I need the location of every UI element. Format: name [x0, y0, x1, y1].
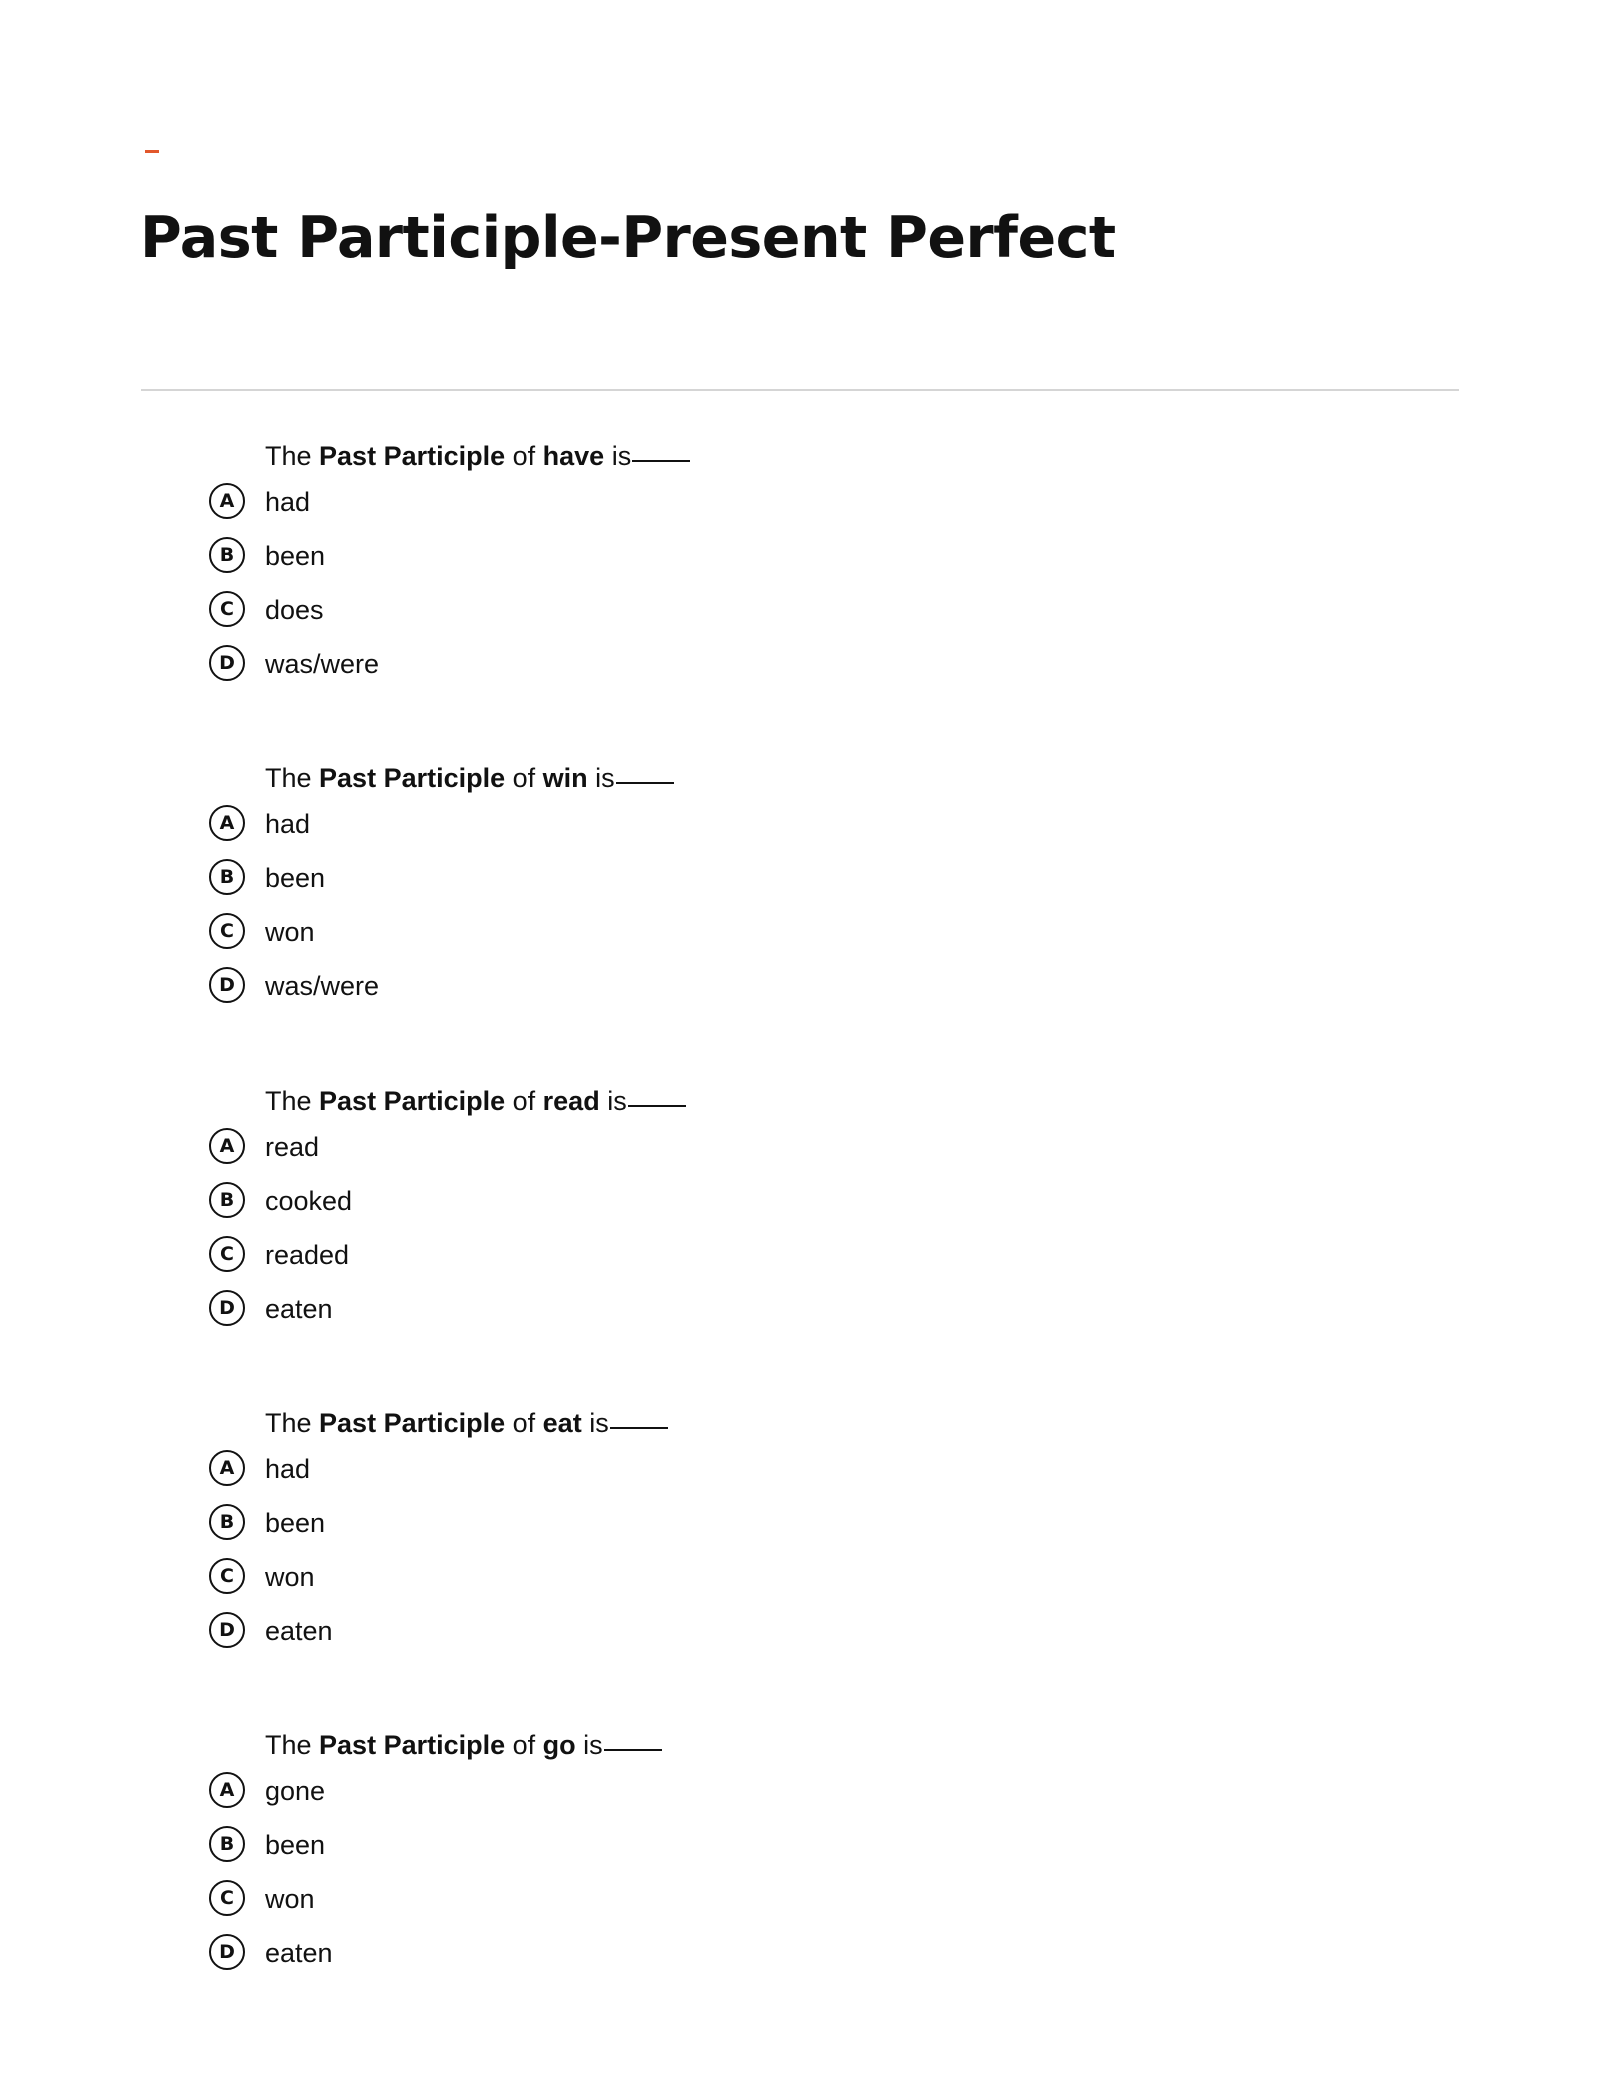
- question-term: Past Participle: [319, 763, 506, 793]
- option-text: been: [265, 1830, 326, 1860]
- option-letter-circle: B: [209, 1826, 245, 1862]
- option-letter-circle: C: [209, 1558, 245, 1594]
- option-text: eaten: [265, 1616, 333, 1646]
- question-verb: go: [542, 1730, 576, 1760]
- question-suffix: is: [581, 1408, 609, 1438]
- question-prefix: The: [265, 1730, 320, 1760]
- question-middle: of: [505, 1730, 543, 1760]
- option-b[interactable]: [208, 1503, 808, 1545]
- question-middle: of: [505, 1086, 543, 1116]
- question-prefix: The: [265, 1408, 320, 1438]
- option-d[interactable]: [208, 644, 808, 686]
- question-text: [265, 756, 674, 800]
- question-prefix: The: [265, 763, 320, 793]
- question-suffix: is: [604, 441, 632, 471]
- question-term: Past Participle: [319, 1730, 506, 1760]
- option-d[interactable]: [208, 966, 808, 1008]
- answer-blank: [604, 1749, 662, 1751]
- option-c[interactable]: [208, 1235, 808, 1277]
- option-text: cooked: [265, 1186, 353, 1216]
- option-letter-circle: A: [209, 805, 245, 841]
- option-letter-circle: C: [209, 1236, 245, 1272]
- question-prefix: The: [265, 1086, 320, 1116]
- question-term: Past Participle: [319, 1408, 506, 1438]
- question-text: [265, 434, 690, 478]
- option-letter-circle: B: [209, 537, 245, 573]
- option-text: had: [265, 487, 311, 517]
- question-heading: [0, 434, 1000, 478]
- option-letter-circle: C: [209, 1880, 245, 1916]
- question-verb: read: [542, 1086, 600, 1116]
- option-text: does: [265, 595, 324, 625]
- option-b[interactable]: [208, 858, 808, 900]
- option-text: eaten: [265, 1938, 333, 1968]
- option-a[interactable]: [208, 1771, 808, 1813]
- option-letter-circle: D: [209, 1612, 245, 1648]
- accent-mark: [145, 150, 159, 153]
- question-middle: of: [505, 763, 543, 793]
- option-a[interactable]: [208, 482, 808, 524]
- option-text: been: [265, 1508, 326, 1538]
- option-text: won: [265, 1884, 315, 1914]
- question-verb: eat: [542, 1408, 582, 1438]
- option-letter-circle: D: [209, 1934, 245, 1970]
- option-text: been: [265, 541, 326, 571]
- question-1: [0, 434, 1600, 714]
- question-5: [0, 1723, 1600, 2003]
- option-text: readed: [265, 1240, 350, 1270]
- option-text: was/were: [265, 971, 380, 1001]
- option-a[interactable]: [208, 1127, 808, 1169]
- divider: [141, 389, 1459, 391]
- question-2: [0, 756, 1600, 1036]
- option-a[interactable]: [208, 1449, 808, 1491]
- question-text: [265, 1723, 662, 1767]
- option-d[interactable]: [208, 1611, 808, 1653]
- question-heading: [0, 1079, 1000, 1123]
- option-text: been: [265, 863, 326, 893]
- option-letter-circle: D: [209, 645, 245, 681]
- answer-blank: [616, 782, 674, 784]
- option-letter-circle: B: [209, 1504, 245, 1540]
- option-letter-circle: B: [209, 859, 245, 895]
- option-a[interactable]: [208, 804, 808, 846]
- question-prefix: The: [265, 441, 320, 471]
- option-text: gone: [265, 1776, 326, 1806]
- question-heading: [0, 1723, 1000, 1767]
- option-text: eaten: [265, 1294, 333, 1324]
- question-heading: [0, 756, 1000, 800]
- question-suffix: is: [599, 1086, 627, 1116]
- option-text: won: [265, 917, 315, 947]
- option-text: won: [265, 1562, 315, 1592]
- option-letter-circle: D: [209, 1290, 245, 1326]
- question-middle: of: [505, 1408, 543, 1438]
- answer-blank: [610, 1427, 668, 1429]
- answer-blank: [628, 1105, 686, 1107]
- option-letter-circle: C: [209, 591, 245, 627]
- question-term: Past Participle: [319, 441, 506, 471]
- option-b[interactable]: [208, 536, 808, 578]
- page-title: Past Participle-Present Perfect: [140, 205, 1116, 271]
- question-verb: have: [542, 441, 605, 471]
- option-letter-circle: A: [209, 1128, 245, 1164]
- answer-blank: [632, 460, 690, 462]
- question-3: [0, 1079, 1600, 1359]
- option-letter-circle: A: [209, 483, 245, 519]
- option-c[interactable]: [208, 590, 808, 632]
- question-suffix: is: [575, 1730, 603, 1760]
- question-middle: of: [505, 441, 543, 471]
- question-text: [265, 1079, 686, 1123]
- option-letter-circle: A: [209, 1772, 245, 1808]
- question-heading: [0, 1401, 1000, 1445]
- question-term: Past Participle: [319, 1086, 506, 1116]
- option-text: had: [265, 809, 311, 839]
- question-4: [0, 1401, 1600, 1681]
- option-d[interactable]: [208, 1289, 808, 1331]
- option-letter-circle: D: [209, 967, 245, 1003]
- option-text: read: [265, 1132, 320, 1162]
- question-verb: win: [542, 763, 588, 793]
- option-letter-circle: A: [209, 1450, 245, 1486]
- question-text: [265, 1401, 668, 1445]
- option-text: had: [265, 1454, 311, 1484]
- option-b[interactable]: [208, 1181, 808, 1223]
- option-d[interactable]: [208, 1933, 808, 1975]
- option-letter-circle: B: [209, 1182, 245, 1218]
- option-c[interactable]: [208, 1879, 808, 1921]
- option-b[interactable]: [208, 1825, 808, 1867]
- question-suffix: is: [587, 763, 615, 793]
- option-text: was/were: [265, 649, 380, 679]
- option-letter-circle: C: [209, 913, 245, 949]
- option-c[interactable]: [208, 912, 808, 954]
- option-c[interactable]: [208, 1557, 808, 1599]
